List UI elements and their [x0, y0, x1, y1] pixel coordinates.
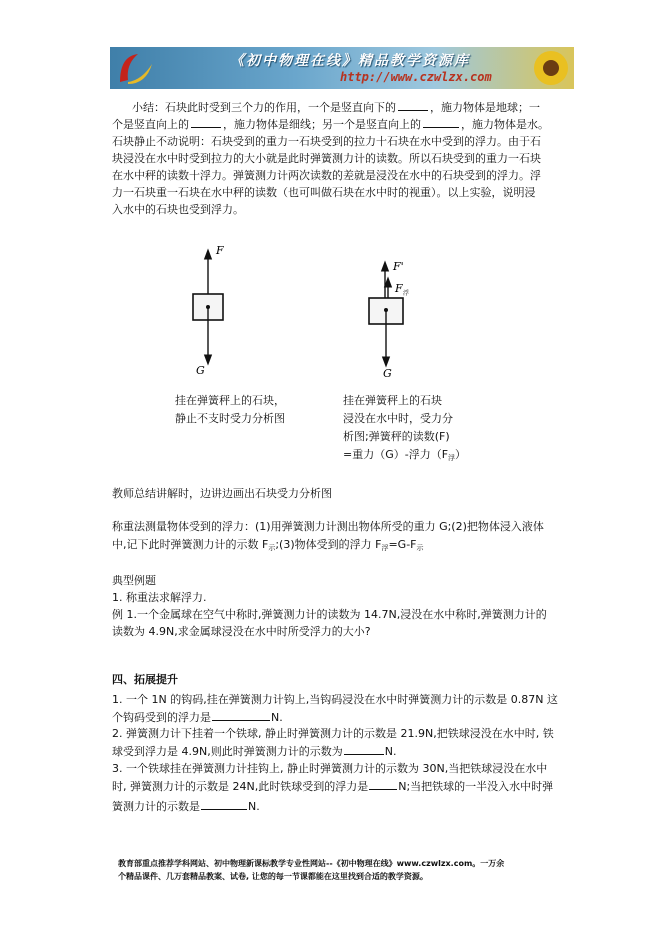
blank-q3b [201, 797, 247, 810]
summary-line-4: 块浸没在水中时受到拉力的大小就是此时弹簧测力计的读数。所以石块受到的重力一石块 [112, 152, 541, 165]
examples-item-1: 1. 称重法求解浮力. [112, 591, 207, 604]
blank-tension [191, 115, 221, 128]
q3-line-3: 簧测力计的示数是 N. [112, 797, 260, 816]
blank-q2 [344, 742, 384, 755]
summary-line-1: 小结：石块此时受到三个力的作用，一个是竖直向下的 ，施力物体是地球；一 [132, 98, 540, 117]
label-F-buoyancy: F [395, 282, 403, 295]
force-diagram-submerged [355, 258, 435, 382]
caption-left: 挂在弹簧秤上的石块， 静止不支时受力分析图 [175, 394, 285, 425]
weighing-line-1: 称重法测量物体受到的浮力：(1)用弹簧测力计测出物体所受的重力 G;(2)把物体浸入液体 [112, 520, 544, 533]
summary-line-6: 力一石块重一石块在水中秤的读数（也可叫做石块在水中时的视重）。以上实验，说明浸 [112, 186, 536, 199]
q1-line-2: 个钩码受到的浮力是 N. [112, 708, 283, 727]
sunflower-icon [532, 49, 570, 87]
caption-right: 挂在弹簧秤上的石块 浸没在水中时，受力分 析图;弹簧秤的读数(F) =重力（G）-浮力$(F_浮)$ [343, 394, 467, 462]
summary-line-5: 在水中秤的读数十浮力。弹簧测力计两次读数的差就是浸没在水中的石块受到的浮力。浮 [112, 169, 541, 182]
footer-line-1: 教育部重点推荐学科网站、初中物理新课标教学专业性网站--《初中物理在线》www.czwlzx.com。一万余 [118, 859, 505, 868]
blank-buoyancy [423, 115, 459, 128]
force-diagram-static [178, 242, 248, 380]
q1-line-1: 1. 一个 1N 的钩码,挂在弹簧测力计钩上,当钩码浸没在水中时弹簧测力计的示数是 0.87N 这 [112, 693, 558, 706]
label-F-prime: F' [393, 260, 404, 273]
header-banner [110, 47, 574, 89]
summary-line-3: 石块静止不动说明：石块受到的重力一石块受到的拉力十石块在水中受到的浮力。由于石 [112, 135, 541, 148]
extension-heading: 四、拓展提升 [112, 673, 178, 686]
banner-title: 《初中物理在线》精品教学资源库 [230, 53, 470, 69]
q3-line-2: 时, 弹簧测力计的示数是 24N,此时铁球受到的浮力是 N;当把铁球的一半没入水中时弹 [112, 777, 553, 796]
banner-url: http://www.czwlzx.com [340, 70, 492, 84]
site-logo-icon [116, 50, 156, 86]
label-F: F [216, 244, 224, 257]
example-1-line-2: 读数为 4.9N,求金属球浸没在水中时所受浮力的大小? [112, 625, 371, 638]
q3-line-1: 3. 一个铁球挂在弹簧测力计挂钩上, 静止时弹簧测力计的示数为 30N,当把铁球浸没在水中 [112, 762, 548, 775]
summary-line-7: 入水中的石块也受到浮力。 [112, 203, 244, 216]
summary-line-2: 个是竖直向上的 ，施力物体是细线；另一个是竖直向上的 ，施力物体是水。 [112, 115, 549, 134]
blank-q1 [212, 708, 270, 721]
blank-q3a [369, 777, 397, 790]
weighing-line-2: 中,记下此时弹簧测力计的示数 $F_示;(3)$物体受到的浮力 $F_浮=G-F_示$ [112, 538, 424, 552]
label-G: G [383, 367, 392, 380]
example-1-line-1: 例 1.一个金属球在空气中称时,弹簧测力计的读数为 14.7N,浸没在水中称时,弹簧测力计的 [112, 608, 547, 621]
label-G: G [196, 364, 205, 377]
examples-heading: 典型例题 [112, 574, 156, 587]
teacher-note: 教师总结讲解时，边讲边画出石块受力分析图 [112, 487, 332, 500]
label-F-buoyancy-sub: 浮 [403, 290, 410, 297]
q2-line-2: 球受到浮力是 4.9N,则此时弹簧测力计的示数为 N. [112, 742, 396, 761]
blank-gravity [398, 98, 428, 111]
q2-line-1: 2. 弹簧测力计下挂着一个铁球, 静止时弹簧测力计的示数是 21.9N,把铁球浸没在水中时, 铁 [112, 727, 554, 740]
footer-line-2: 个精品课件、几万套精品教案、试卷, 让您的每一节课都能在这里找到合适的教学资源。 [118, 872, 428, 881]
